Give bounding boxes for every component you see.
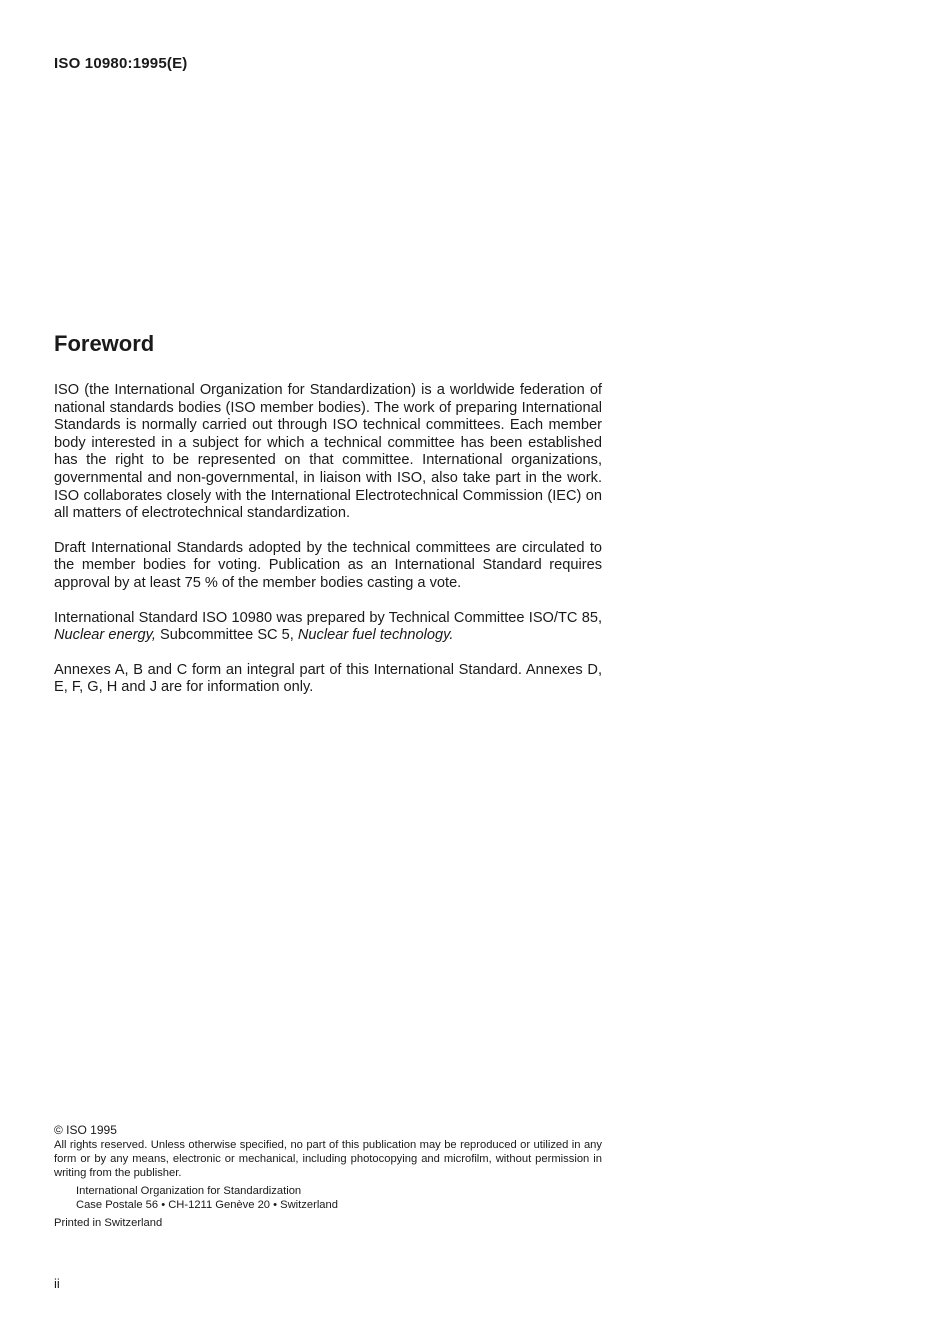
subcommittee-name: Nuclear fuel technology. (297, 627, 454, 644)
foreword-paragraph-1: ISO (the International Organization for Standardization) is a worldwide federation of national standards bodies (ISO member bodies). The work of preparing International Standards is normally carried out through ISO technical committees. Each member body interested in a subject for which a technical committee has been established has the right to be represented on that committee. International organizations, governmental and non-governmental, in liaison with ISO, also take part in the work. ISO collaborates closely with the International Electrotechnical Commission (IEC) on all matters of electrotechnical standardization. (54, 382, 602, 522)
page-title: Foreword (54, 331, 155, 356)
publisher-organization: International Organization for Standardization (76, 1185, 302, 1197)
publisher-address (76, 1184, 602, 1212)
foreword-paragraph-4: Annexes A, B and C form an integral part of this International Standard. Annexes D, E, F, G, H and J are for information only. (54, 661, 602, 696)
technical-committee-name: Nuclear energy, (54, 627, 156, 644)
foreword-paragraph-3 (54, 610, 602, 645)
printed-in-notice: Printed in Switzerland (54, 1217, 163, 1229)
copyright-notice: © ISO 1995 (54, 1123, 117, 1137)
paragraph-3-text-b: Subcommittee SC 5, (155, 627, 298, 644)
paragraph-3-text-a: International Standard ISO 10980 was prepared by Technical Committee ISO/TC 85, (54, 609, 602, 626)
rights-reserved-text: All rights reserved. Unless otherwise specified, no part of this publication may be reproduced or utilized in any form or by any means, electronic or mechanical, including photocopying and microfilm, without permission in writing from the publisher. (54, 1139, 602, 1179)
foreword-body (54, 382, 602, 714)
page-number: ii (54, 1276, 60, 1291)
publisher-postal-address: Case Postale 56 • CH-1211 Genève 20 • Switzerland (76, 1199, 338, 1211)
document-header-id: ISO 10980:1995(E) (54, 55, 188, 72)
copyright-block (54, 1123, 602, 1230)
foreword-paragraph-2: Draft International Standards adopted by the technical committees are circulated to the member bodies for voting. Publication as an International Standard requires approval by at least 75 % of the member bodies casting a vote. (54, 539, 602, 591)
